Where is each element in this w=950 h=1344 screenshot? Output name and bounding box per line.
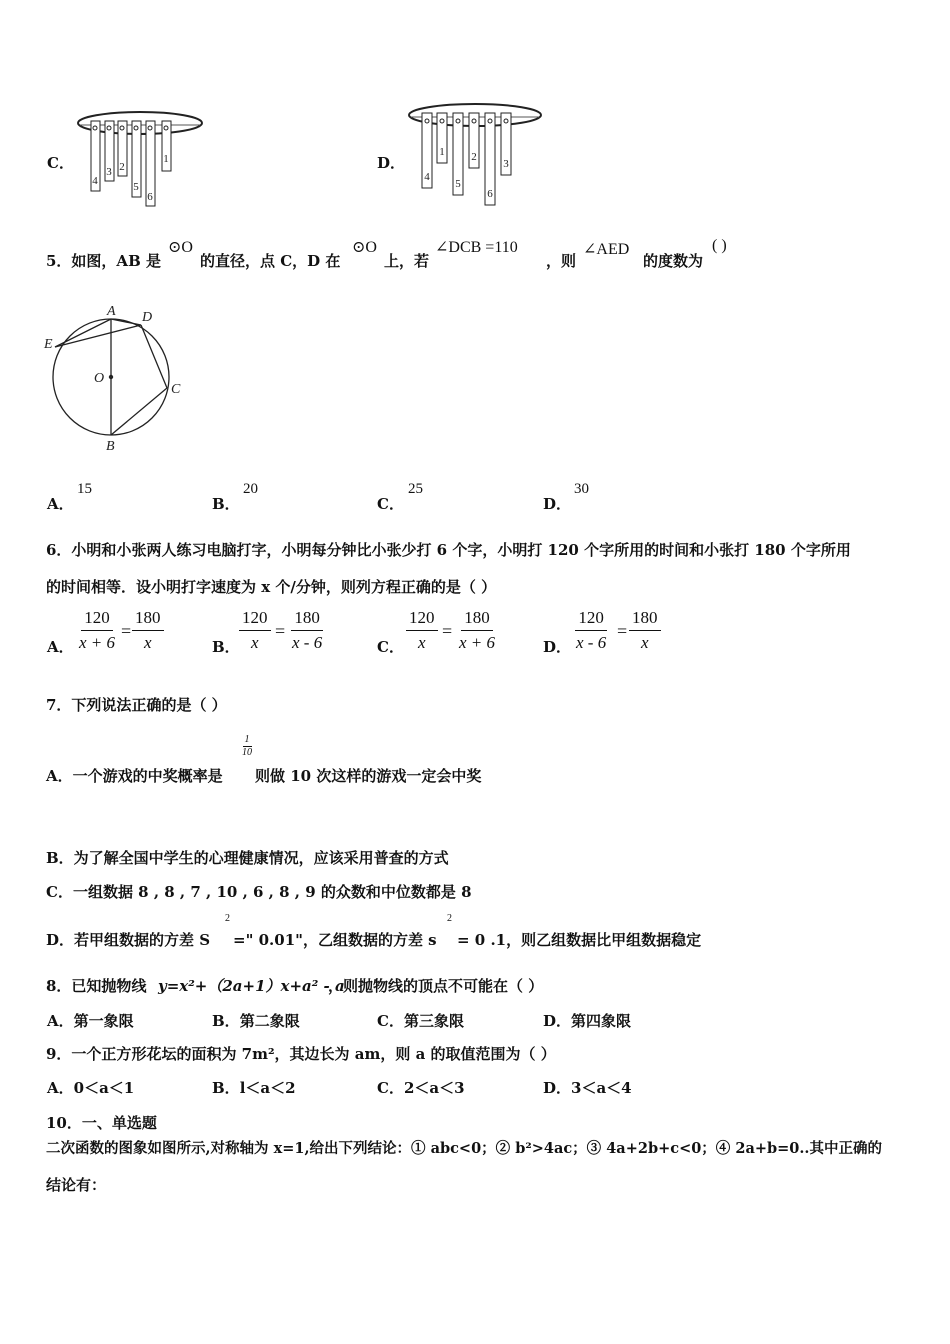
q5-circle-figure xyxy=(40,300,190,455)
q9-option-d[interactable]: D．3＜a＜4 xyxy=(543,1079,632,1097)
q6-option-c-equals: = xyxy=(442,621,453,641)
q10-stem-line2: 结论有： xyxy=(46,1176,107,1194)
q5-option-a-value: 15 xyxy=(77,481,92,497)
q5-option-b-value: 20 xyxy=(243,481,258,497)
q7-option-d-text-2: =" 0.01"，乙组数据的方差 s xyxy=(233,931,437,949)
q6-option-b-fraction-left: $\frac{120}{x}$ xyxy=(239,608,271,653)
q6-option-a-fraction-left: $\frac{120}{x + 6}$ xyxy=(79,608,116,652)
q7-option-b-text[interactable]: B．为了解全国中学生的心理健康情况，应该采用普查的方式 xyxy=(46,849,449,867)
q6-option-d-label[interactable]: D． xyxy=(543,638,572,656)
q5-point-c: C xyxy=(171,382,181,397)
q10-stem-line1: 二次函数的图象如图所示,对称轴为 x=1,给出下列结论：① abc<0；② b²>4ac；③ 4a+2b+c<0；④ 2a+b=0..其中正确的 xyxy=(46,1140,882,1157)
q4c-strip-num-6: 1 xyxy=(163,153,169,165)
q5-circle-o-1: ⊙O xyxy=(168,239,193,256)
q7-option-a-text-2: 则做 10 次这样的游戏一定会中奖 xyxy=(255,767,482,785)
q10-heading: 10．一、单选题 xyxy=(46,1114,157,1132)
q5-angle-dcb: ∠DCB =110 xyxy=(435,239,518,256)
q7-option-d-text-1[interactable]: D．若甲组数据的方差 S xyxy=(46,931,211,949)
q5-option-c-value: 25 xyxy=(408,481,423,497)
q9-stem: 9．一个正方形花坛的面积为 7m²，其边长为 am，则 a 的取值范围为（ ） xyxy=(46,1045,556,1063)
q6-option-c-fraction-left: $\frac{120}{x}$ xyxy=(406,608,438,653)
q4-option-d-label[interactable]: D． xyxy=(377,154,406,172)
q5-circle-o-2: ⊙O xyxy=(352,239,377,256)
q7-option-d-superscript-2: 2 xyxy=(447,913,452,924)
q4d-strip-num-5: 6 xyxy=(487,188,493,200)
q5-option-b-label[interactable]: B． xyxy=(212,495,240,513)
q8-option-a[interactable]: A．第一象限 xyxy=(47,1012,134,1030)
q6-option-a-label[interactable]: A． xyxy=(47,638,74,656)
q6-stem-line1: 6．小明和小张两人练习电脑打字，小明每分钟比小张少打 6 个字，小明打 120 个字所用的时间和小张打 180 个字所用 xyxy=(46,541,851,559)
q9-option-b[interactable]: B．l＜a＜2 xyxy=(212,1079,296,1097)
q4d-strip-num-6: 3 xyxy=(503,158,509,170)
q6-option-d-fraction-right: $\frac{180}{x}$ xyxy=(629,608,661,653)
q4c-strip-num-3: 2 xyxy=(119,161,125,173)
q5-option-d-value: 30 xyxy=(574,481,589,497)
q8-option-c[interactable]: C．第三象限 xyxy=(377,1012,464,1030)
q5-point-d: D xyxy=(142,310,153,325)
q5-option-d-label[interactable]: D． xyxy=(543,495,572,513)
q4d-strip-num-1: 4 xyxy=(424,171,430,183)
q4c-strip-num-1: 4 xyxy=(92,175,98,187)
q8-stem-prefix: 8．已知抛物线 xyxy=(46,977,147,995)
q4c-strip-num-5: 6 xyxy=(147,191,153,203)
q5-stem-comma: ，则 xyxy=(546,252,577,270)
q4-option-c-label[interactable]: C． xyxy=(47,154,74,172)
q7-option-a-probability-fraction: 1 10 xyxy=(242,734,252,758)
q4-option-c-figure xyxy=(74,104,214,208)
q6-option-a-fraction-right: $\frac{180}{x}$ xyxy=(132,608,164,653)
q6-stem-line2: 的时间相等．设小明打字速度为 x 个/分钟，则列方程正确的是（ ） xyxy=(46,578,497,596)
q5-point-e: E xyxy=(44,337,53,352)
q4-option-d-figure xyxy=(405,98,547,210)
q6-option-b-fraction-right: $\frac{180}{x - 6}$ xyxy=(292,608,323,652)
q6-option-c-fraction-right: $\frac{180}{x + 6}$ xyxy=(459,608,496,652)
q8-option-b[interactable]: B．第二象限 xyxy=(212,1012,300,1030)
q5-stem-middle2: 上，若 xyxy=(384,252,430,270)
q5-point-o: O xyxy=(94,371,105,386)
q4d-strip-num-4: 2 xyxy=(471,151,477,163)
q6-option-d-equals: = xyxy=(617,621,628,641)
q9-option-a[interactable]: A．0＜a＜1 xyxy=(47,1079,135,1097)
q8-stem-suffix: ，则抛物线的顶点不可能在（ ） xyxy=(328,977,544,995)
q4d-strip-num-3: 5 xyxy=(455,178,461,190)
q4d-strip-num-2: 1 xyxy=(439,146,445,158)
q5-stem-suffix: 的度数为 xyxy=(643,252,704,270)
q5-point-b: B xyxy=(106,439,115,454)
q7-option-d-text-3: = 0 .1，则乙组数据比甲组数据稳定 xyxy=(457,931,702,949)
q6-option-c-label[interactable]: C． xyxy=(377,638,404,656)
q5-option-a-label[interactable]: A． xyxy=(47,495,74,513)
q6-option-d-fraction-left: $\frac{120}{x - 6}$ xyxy=(576,608,607,652)
q5-answer-paren: ( ) xyxy=(712,237,727,254)
q8-option-d[interactable]: D．第四象限 xyxy=(543,1012,632,1030)
q5-stem-middle1: 的直径，点 C，D 在 xyxy=(200,252,341,270)
q5-angle-aed: ∠AED xyxy=(583,241,630,258)
q8-parabola-formula: y=x²+（2a+1）x+a² - a xyxy=(158,977,345,995)
q4c-strip-num-2: 3 xyxy=(106,166,112,178)
q7-option-d-superscript-1: 2 xyxy=(225,913,230,924)
q7-option-c-text[interactable]: C．一组数据 8 , 8 , 7 , 10 , 6 , 8 , 9 的众数和中位数都是 8 xyxy=(46,883,472,901)
q5-option-c-label[interactable]: C． xyxy=(377,495,404,513)
q7-stem: 7．下列说法正确的是（ ） xyxy=(46,696,227,714)
q6-option-a-equals: = xyxy=(121,621,132,641)
q7-option-a-text-1[interactable]: A．一个游戏的中奖概率是 xyxy=(46,767,223,785)
q5-point-a: A xyxy=(107,304,116,319)
q5-stem-prefix: 5．如图，AB 是 xyxy=(46,252,161,270)
q9-option-c[interactable]: C．2＜a＜3 xyxy=(377,1079,465,1097)
q4c-strip-num-4: 5 xyxy=(133,181,139,193)
q6-option-b-label[interactable]: B． xyxy=(212,638,240,656)
q6-option-b-equals: = xyxy=(275,621,286,641)
